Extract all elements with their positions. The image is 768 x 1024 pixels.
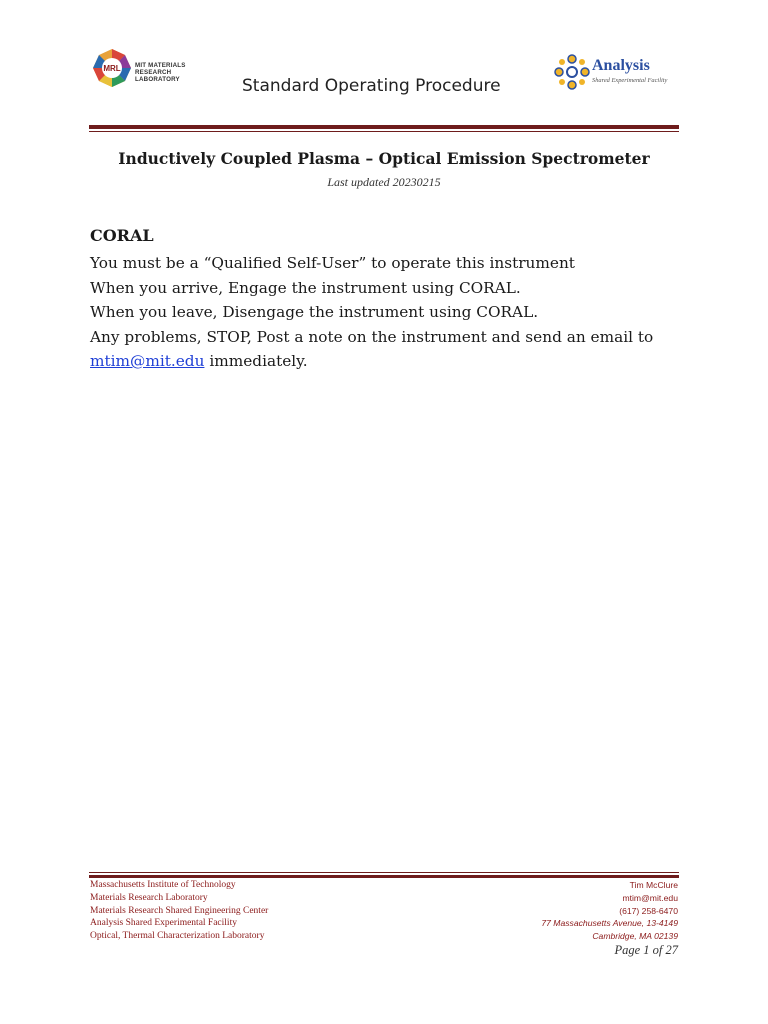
footer-divider [89, 872, 679, 878]
analysis-logo [554, 54, 684, 94]
mrl-logo-text: MIT MATERIALS RESEARCH LABORATORY [135, 62, 186, 83]
page-number: Page 1 of 27 [614, 943, 678, 957]
analysis-logo-subtitle: Shared Experimental Facility [592, 77, 668, 84]
instruction-line: You must be a “Qualified Self-User” to operate this instrument [90, 254, 575, 272]
footer-org-line: Materials Research Shared Engineering Center [90, 905, 269, 916]
section-heading: CORAL [90, 226, 154, 245]
header-divider [89, 125, 679, 132]
footer-org-line: Optical, Thermal Characterization Laboratory [90, 931, 265, 942]
document-type: Standard Operating Procedure [242, 76, 501, 96]
contact-city: Cambridge, MA 02139 [592, 931, 678, 942]
last-updated: Last updated 20230215 [327, 175, 441, 189]
main-content [90, 226, 690, 374]
analysis-logo-title: Analysis [592, 57, 650, 74]
instruction-line-email [90, 349, 690, 374]
instruction-line: When you leave, Disengage the instrument using CORAL. [90, 303, 539, 321]
contact-phone: (617) 258-6470 [619, 905, 678, 916]
instruction-line: When you arrive, Engage the instrument using CORAL. [90, 278, 521, 297]
mrl-logo-icon [92, 48, 132, 88]
contact-address: 77 Massachusetts Avenue, 13-4149 [541, 918, 678, 929]
mrl-badge-text: MRL [103, 64, 121, 73]
document-title: Inductively Coupled Plasma – Optical Emission Spectrometer [118, 149, 650, 168]
footer-organizations [90, 879, 410, 943]
contact-name: Tim McClure [629, 880, 678, 890]
footer-org-line: Analysis Shared Experimental Facility [90, 918, 237, 929]
email-line-tail: immediately. [204, 352, 308, 370]
instruction-line: Any problems, STOP, Post a note on the instrument and send an email to [90, 327, 654, 346]
footer-contact [418, 879, 678, 943]
page-header [0, 0, 768, 135]
mrl-logo [92, 46, 202, 92]
footer-org-line: Massachusetts Institute of Technology [90, 880, 236, 890]
analysis-molecule-icon [554, 54, 590, 90]
contact-email: mtim@mit.edu [622, 892, 678, 903]
footer-org-line: Materials Research Laboratory [90, 892, 208, 903]
email-link[interactable]: mtim@mit.edu [90, 352, 205, 370]
